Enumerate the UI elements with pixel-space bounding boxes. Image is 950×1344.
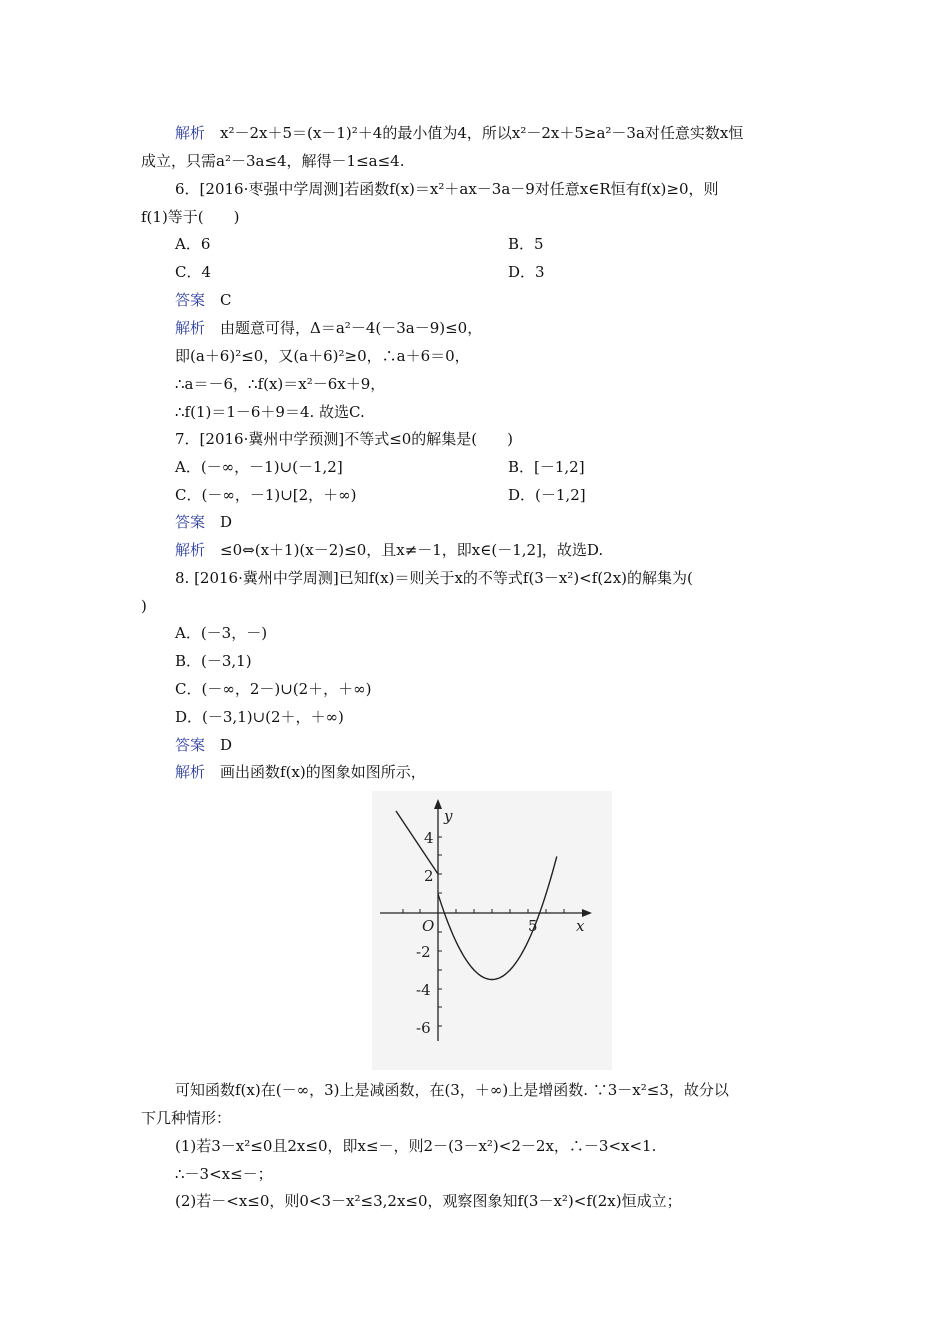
q5-analysis-line1: 解析 x²－2x＋5＝(x－1)²＋4的最小值为4，所以x²－2x＋5≥a²－3a对任意实数x恒 [175,124,744,142]
q7-option-d: D．(－1,2] [508,486,586,504]
function-graph [372,791,612,1070]
q8-analysis-intro: 解析 画出函数f(x)的图象如图所示， [175,763,426,781]
answer-label: 答案 [175,736,206,754]
answer-label: 答案 [175,291,206,309]
q8-answer: 答案 D [175,736,233,754]
q6-option-d: D．3 [508,263,545,281]
q8-option-c: C．(－∞，2－)∪(2＋，＋∞) [175,680,372,698]
q6-analysis-line1: 解析 由题意可得，Δ＝a²－4(－3a－9)≤0， [175,319,483,337]
y-tick-label-neg2: -2 [416,943,431,961]
q6-stem-line1: 6．[2016·枣强中学周测]若函数f(x)＝x²＋ax－3a－9对任意x∈R恒有f(x)≥0，则 [175,180,719,198]
q8-case1-line1: (1)若3－x²≤0且2x≤0，即x≤－，则2－(3－x²)<2－2x，∴－3<x<1. [175,1137,657,1155]
analysis-label: 解析 [175,763,206,781]
q7-answer: 答案 D [175,513,233,531]
analysis-label: 解析 [175,319,206,337]
q8-after-line1: 可知函数f(x)在(－∞，3)上是减函数，在(3，＋∞)上是增函数. ∵3－x²≤3，故分以 [175,1081,729,1099]
q8-case1-line2: ∴－3<x≤－； [175,1165,273,1183]
y-axis-label: y [444,807,453,825]
q8-after-line2: 下几种情形： [141,1109,232,1127]
q6-option-a: A．6 [175,235,211,253]
q6-option-c: C．4 [175,263,212,281]
y-tick-label-2: 2 [424,867,434,885]
analysis-label: 解析 [175,124,206,142]
y-tick-label-neg6: -6 [416,1019,431,1037]
q8-option-a: A．(－3，－) [175,624,268,642]
q8-stem-line2: ) [141,597,147,615]
q7-option-c: C．(－∞，－1)∪[2，＋∞) [175,486,357,504]
q8-option-d: D．(－3,1)∪(2＋，＋∞) [175,708,344,726]
q5-analysis-line2: 成立，只需a²－3a≤4，解得－1≤a≤4. [141,152,405,170]
q6-analysis-line4: ∴f(1)＝1－6＋9＝4. 故选C. [175,403,365,421]
y-axis-arrow [434,799,442,809]
y-tick-label-neg4: -4 [416,981,431,999]
q7-analysis: 解析 ≤0⇔(x＋1)(x－2)≤0，且x≠－1，即x∈(－1,2]，故选D. [175,541,604,559]
q6-analysis-line3: ∴a＝－6，∴f(x)＝x²－6x＋9， [175,375,386,393]
x-axis-arrow [582,909,592,917]
q6-stem-line2: f(1)等于( ) [141,208,240,226]
analysis-label: 解析 [175,541,206,559]
q7-option-b: B．[－1,2] [508,458,585,476]
graph-parabola-piece [438,856,557,979]
q8-stem-line1: 8. [2016·冀州中学周测]已知f(x)＝则关于x的不等式f(3－x²)<f(2x)的解集为( [175,569,693,587]
y-tick-label-4: 4 [424,829,434,847]
function-graph-figure [372,791,612,1070]
origin-label: O [422,917,435,935]
q8-option-b: B．(－3,1) [175,652,252,670]
q6-analysis-line2: 即(a＋6)²≤0，又(a＋6)²≥0，∴a＋6＝0， [175,347,470,365]
q8-case2-line1: (2)若－<x≤0，则0<3－x²≤3,2x≤0，观察图象知f(3－x²)<f(2x)恒成立； [175,1192,682,1210]
q6-answer: 答案 C [175,291,232,309]
x-tick-label-5: 5 [528,917,538,935]
q7-option-a: A．(－∞，－1)∪(－1,2] [175,458,343,476]
q7-stem: 7．[2016·冀州中学预测]不等式≤0的解集是( ) [175,430,514,448]
answer-label: 答案 [175,513,206,531]
x-axis-label: x [576,917,585,935]
q6-option-b: B．5 [508,235,544,253]
